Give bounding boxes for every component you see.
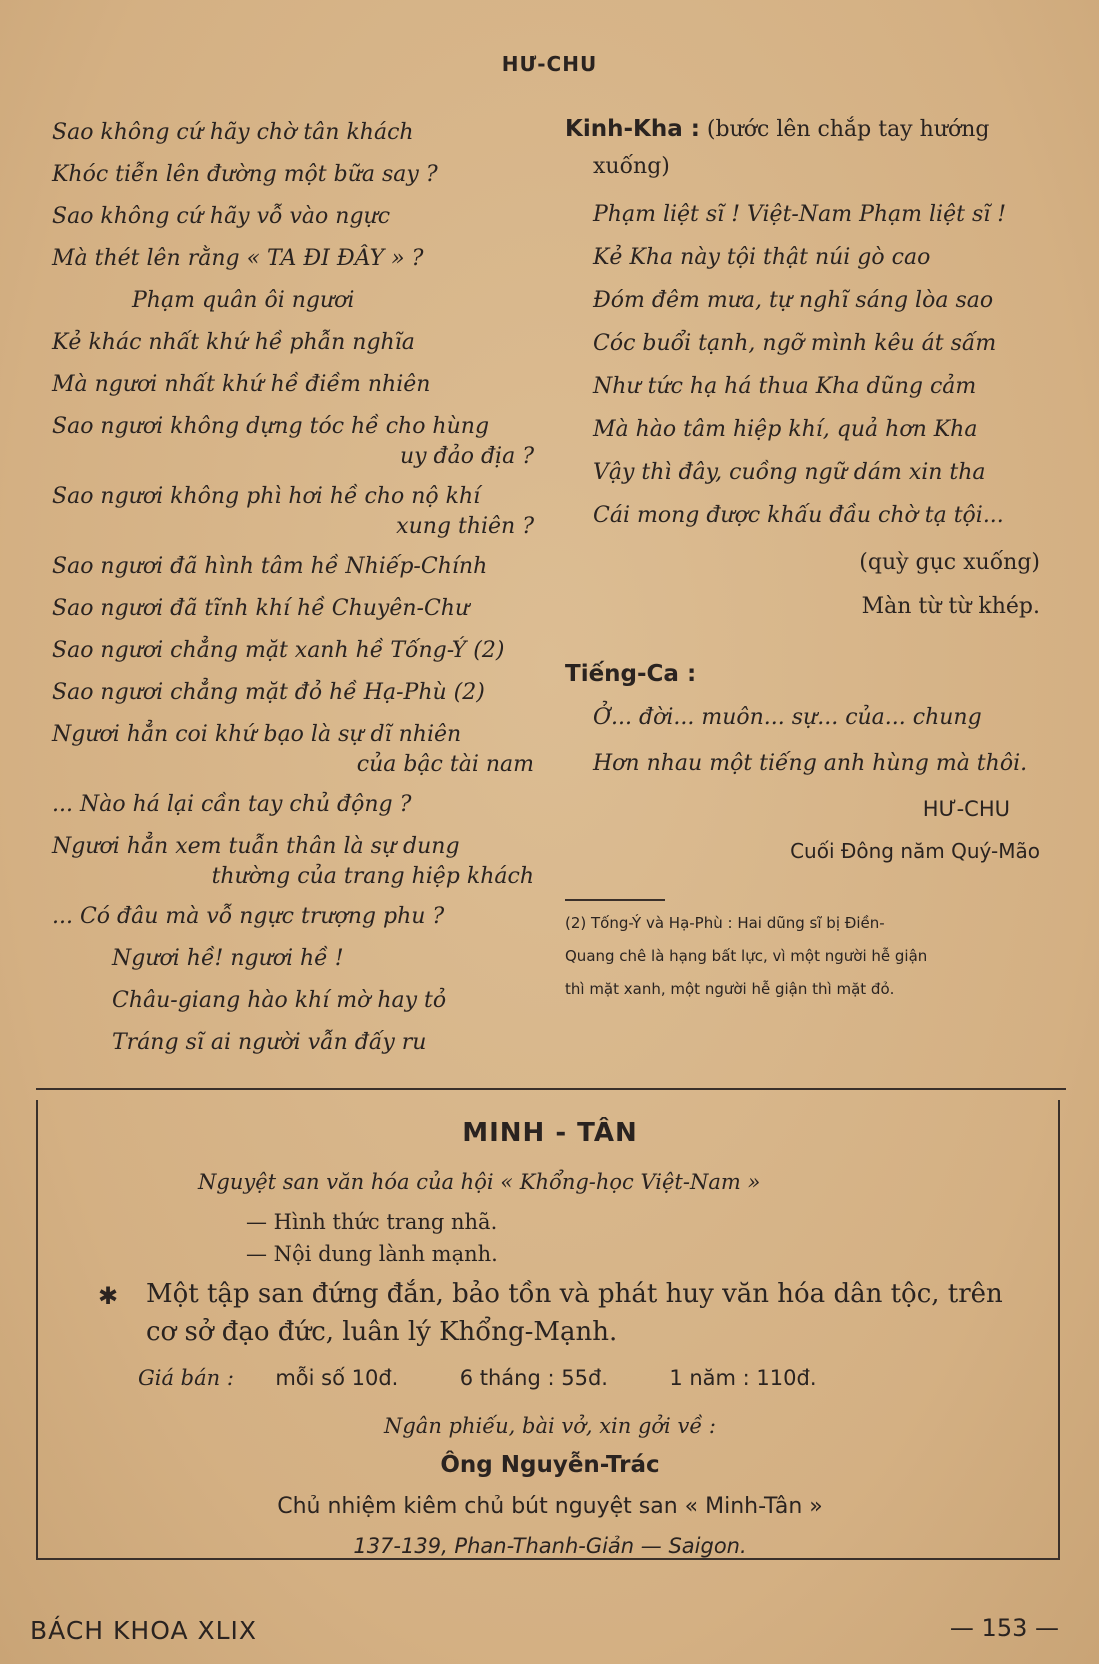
poem-line: Phạm quân ôi ngươi xyxy=(132,288,355,313)
speaker-line-kinh-kha xyxy=(565,112,1070,147)
poem-line: Sao ngươi chẳng mặt đỏ hề Hạ-Phù (2) xyxy=(52,680,485,705)
poem-line: Ngươi hẳn xem tuẫn thân là sự dung xyxy=(52,834,460,859)
poem-line: Sao ngươi không dựng tóc hề cho hùng xyxy=(52,414,490,439)
poem-line: Mà ngươi nhất khứ hề điềm nhiên xyxy=(52,372,431,397)
price-per-issue: mỗi số 10đ. xyxy=(275,1366,399,1390)
verse-line: Đóm đêm mưa, tự nghĩ sáng lòa sao xyxy=(593,288,994,313)
page-number: — 153 — xyxy=(949,1614,1059,1642)
verse-line: Như tức hạ há thua Kha dũng cảm xyxy=(593,374,977,399)
poem-line: Kẻ khác nhất khứ hề phẫn nghĩa xyxy=(52,330,415,355)
ad-top-rule xyxy=(36,1088,1066,1090)
song-verse xyxy=(565,695,1070,787)
verse-line: Cái mong được khấu đầu chờ tạ tội... xyxy=(593,503,1004,528)
poem-line: Ngươi hẳn coi khứ bạo là sự dĩ nhiên xyxy=(52,722,462,747)
ad-contact-name: Ông Nguyễn-Trác xyxy=(440,1452,660,1478)
ad-title: MINH - TÂN xyxy=(462,1118,638,1148)
price-six-months: 6 tháng : 55đ. xyxy=(459,1366,608,1390)
date-line: Cuối Đông năm Quý-Mão xyxy=(790,839,1040,863)
kinh-kha-verse xyxy=(565,193,1070,537)
footnote-line: (2) Tống-Ý và Hạ-Phù : Hai dũng sĩ bị Điền- xyxy=(565,914,885,932)
ad-price-line xyxy=(138,1366,817,1390)
poem-line: Sao ngươi đã tĩnh khí hề Chuyên-Chư xyxy=(52,596,470,621)
star-icon: ✱ xyxy=(98,1282,119,1310)
song-line: Hơn nhau một tiếng anh hùng mà thôi. xyxy=(593,751,1028,776)
poem-line: uy đảo địa ? xyxy=(399,444,534,469)
verse-line: Mà hào tâm hiệp khí, quả hơn Kha xyxy=(593,417,978,442)
speaker-line-tieng-ca xyxy=(565,657,1070,691)
left-poem-column xyxy=(52,112,542,1064)
poem-line: thường của trang hiệp khách xyxy=(211,864,534,889)
verse-line: Phạm liệt sĩ ! Việt-Nam Phạm liệt sĩ ! xyxy=(593,202,1007,227)
poem-line: Ngươi hề! ngươi hề ! xyxy=(112,946,344,971)
stage-direction-curtain: Màn từ từ khép. xyxy=(861,594,1040,619)
footnote-line: thì mặt xanh, một người hễ giận thì mặt đỏ. xyxy=(565,980,895,998)
poem-line: xung thiên ? xyxy=(396,514,534,539)
stage-direction-cont: xuống) xyxy=(593,154,670,179)
stage-direction: (bước lên chắp tay hướng xyxy=(699,117,990,142)
running-header: HƯ-CHU xyxy=(501,52,598,76)
poem-line: ... Có đâu mà vỗ ngực trượng phu ? xyxy=(52,904,445,929)
ad-point-1: — Hình thức trang nhã. xyxy=(246,1210,498,1234)
poem-line: Khóc tiễn lên đường một bữa say ? xyxy=(52,162,438,187)
ad-point-2: — Nội dung lành mạnh. xyxy=(246,1242,498,1266)
verse-line: Kẻ Kha này tội thật núi gò cao xyxy=(593,245,931,270)
ad-subtitle: Nguyệt san văn hóa của hội « Khổng-học Việt-Nam » xyxy=(198,1170,761,1194)
ad-editor-line: Chủ nhiệm kiêm chủ bút nguyệt san « Minh-Tân » xyxy=(277,1494,823,1519)
poem-line: Sao không cứ hãy chờ tân khách xyxy=(52,120,414,145)
speaker-name: Tiếng-Ca : xyxy=(565,661,697,687)
verse-line: Vậy thì đây, cuồng ngữ dám xin tha xyxy=(593,460,986,485)
poem-line: Châu-giang hào khí mờ hay tỏ xyxy=(112,988,447,1013)
ad-description: Một tập san đứng đắn, bảo tồn và phát huy văn hóa dân tộc, trên cơ sở đạo đức, luân lý Khổng-Mạnh. xyxy=(146,1279,1003,1347)
advertisement-box xyxy=(36,1100,1060,1560)
footnote-divider xyxy=(565,899,665,901)
poem-line: Sao không cứ hãy vỗ vào ngực xyxy=(52,204,391,229)
poem-line: của bậc tài nam xyxy=(356,752,534,777)
author-signature: HƯ-CHU xyxy=(922,797,1010,821)
footnote xyxy=(565,907,1070,1006)
song-line: Ở... đời... muôn... sự... của... chung xyxy=(593,705,982,730)
speaker-name: Kinh-Kha : xyxy=(565,116,700,142)
poem-line: Sao ngươi đã hình tâm hề Nhiếp-Chính xyxy=(52,554,488,579)
poem-line: Tráng sĩ ai người vẫn đấy ru xyxy=(112,1030,427,1055)
stage-direction-kneel: (quỳ gục xuống) xyxy=(859,550,1040,575)
poem-line: Sao ngươi chẳng mặt xanh hề Tống-Ý (2) xyxy=(52,638,505,663)
price-label: Giá bán : xyxy=(138,1366,234,1390)
ad-address: 137-139, Phan-Thanh-Giản — Saigon. xyxy=(353,1534,747,1558)
footnote-line: Quang chê là hạng bất lực, vì một người hễ giận xyxy=(565,947,928,965)
price-one-year: 1 năm : 110đ. xyxy=(669,1366,817,1390)
poem-line: Sao ngươi không phì hơi hề cho nộ khí xyxy=(52,484,481,509)
poem-line: ... Nào há lại cần tay chủ động ? xyxy=(52,792,412,817)
right-column xyxy=(565,112,1070,1006)
ad-send-to: Ngân phiếu, bài vở, xin gởi về : xyxy=(383,1414,716,1438)
poem-line: Mà thét lên rằng « TA ĐI ĐÂY » ? xyxy=(52,246,424,271)
footer-publication: BÁCH KHOA XLIX xyxy=(30,1616,258,1645)
verse-line: Cóc buổi tạnh, ngỡ mình kêu át sấm xyxy=(593,331,997,356)
